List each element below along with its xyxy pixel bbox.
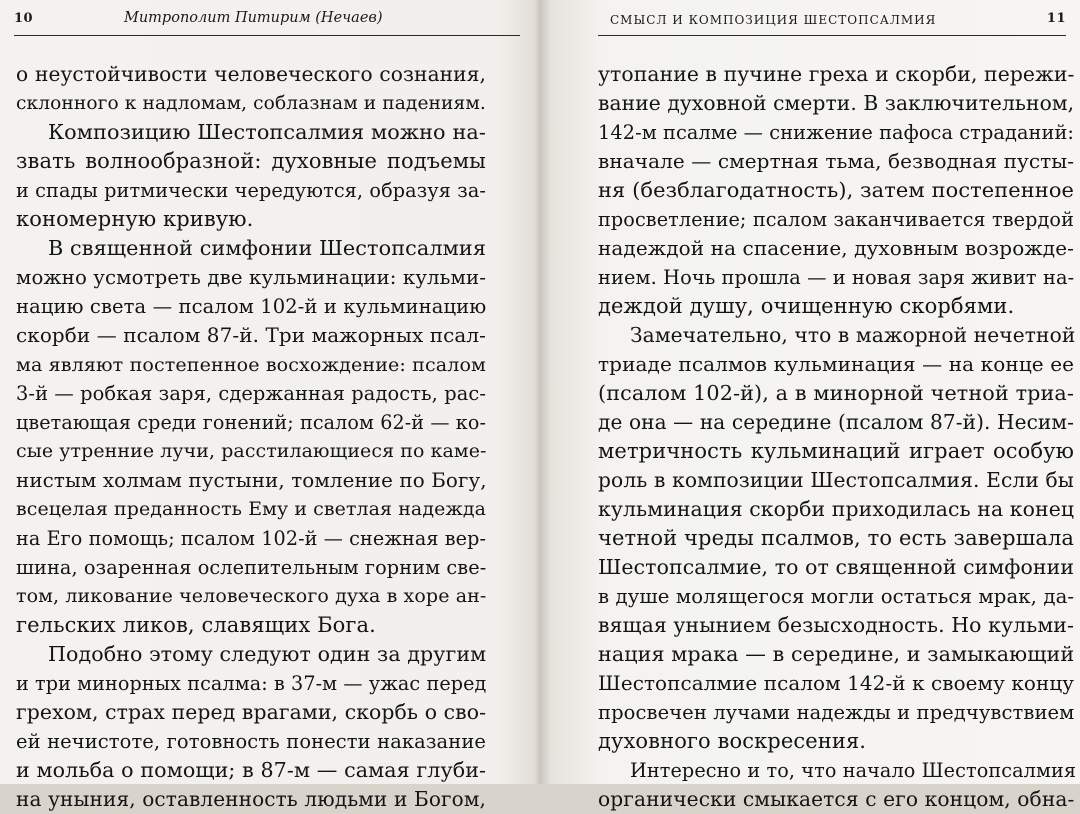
text-line: ма являют постепенное восхождение: псалом [16,353,486,376]
text-line: на Его помощь; псалом 102-й — снежная вер- [16,527,487,550]
text-line: нация мрака — в середине, и замыкающий [598,642,1075,666]
text-line: органически смыкается с его концом, обна- [598,787,1075,811]
text-line: вание духовной смерти. В заключительном, [598,91,1075,115]
text-line: кульминация скорби приходилась на конец [598,497,1075,521]
text-line: в душе молящегося могли остаться мрак, да- [598,585,1075,608]
text-line: метричность кульминаций играет особую [598,439,1074,463]
text-line: ня (безблагодатность), затем постепенное [598,178,1074,202]
text-line: Композицию Шестопсалмия можно на- [48,120,486,144]
text-line: кономерную кривую. [16,207,254,231]
text-line: нацию света — псалом 102-й и кульминацию [16,295,487,318]
text-line: ей нечистоте, готовность понести наказание [16,730,486,753]
header-rule [14,35,520,36]
text-line: просветление; псалом заканчивается твердой [598,208,1074,231]
text-line: вящая унынием безысходность. Но кульми- [598,613,1074,637]
text-line: утопание в пучине греха и скорби, пережи- [598,62,1075,86]
page-number: 10 [14,11,34,26]
text-line: скорби — псалом 87-й. Три мажорных псал- [16,323,486,347]
text-line: том, ликование человеческого духа в хоре ан- [16,585,487,607]
left-page-body-text [16,60,486,814]
text-line: надеждой на спасение, духовным возрожде- [598,236,1074,260]
text-line: всецелая преданность Ему и светлая надежда [16,498,487,520]
text-line: склонного к надломам, соблазнам и падениям. [16,93,486,114]
text-line: сые утренние лучи, расстилающиеся по каме- [16,440,487,462]
header-rule [598,35,1066,36]
text-line: грехом, страх перед врагами, скорбь о сво- [16,700,487,724]
text-line: звать волнообразной: духовные подъемы [16,149,486,173]
text-line: Интересно и то, что начало Шестопсалмия [630,759,1077,782]
text-line: Шестопсалмие псалом 142-й к своему концу [598,672,1075,695]
text-line: четной чреды псалмов, то есть завершала [598,526,1074,550]
right-page-header [598,8,1066,32]
running-title-chapter: СМЫСЛ И КОМПОЗИЦИЯ ШЕСТОПСАЛМИЯ [610,13,937,27]
page-number: 11 [1046,11,1066,26]
text-line: триаде псалмов кульминация — на конце ее [598,352,1075,376]
text-line: (псалом 102-й), а в минорной четной триа- [598,381,1074,405]
text-line: о неустойчивости человеческого сознания, [16,62,486,86]
text-line: и мольба о помощи; в 87-м — самая глуби- [16,758,487,782]
text-line: 3-й — робкая заря, сдержанная радость, рас- [16,382,486,405]
text-line: нием. Ночь прошла — и новая заря живит на- [598,266,1075,289]
right-page [544,0,1080,811]
text-line: деждой душу, очищенную скорбями. [598,294,1015,318]
text-line: Замечательно, что в мажорной нечетной [630,323,1076,347]
right-page-body-text [598,60,1077,814]
text-line: и три минорных псалма: в 37-м — ужас перед [16,672,487,695]
text-line: вначале — смертная тьма, безводная пусты- [598,149,1075,173]
running-title-author: Митрополит Питирим (Нечаев) [124,10,383,26]
text-line: гельских ликов, славящих Бога. [16,613,376,637]
text-line: 142-м псалме — снижение пафоса страданий: [598,121,1074,144]
text-line: В священной симфонии Шестопсалмия [48,236,487,260]
text-line: шина, озаренная ослепительным горним све- [16,556,487,579]
text-line: можно усмотреть две кульминации: кульми- [16,266,486,289]
text-line: цветающая среди гонений; псалом 62-й — ко- [16,411,486,434]
text-line: просвечен лучами надежды и предчувствием [598,701,1075,724]
text-line: Шестопсалмие, то от священной симфонии [598,555,1075,579]
left-page [0,0,536,811]
text-line: на уныния, оставленность людьми и Богом, [16,787,486,811]
text-line: роль в композиции Шестопсалмия. Если бы [598,468,1074,492]
text-line: Подобно этому следуют один за другим [48,642,487,666]
text-line: де она — на середине (псалом 87-й). Несим- [598,410,1074,434]
text-line: и спады ритмически чередуются, образуя за- [16,179,486,202]
left-page-header [14,8,520,32]
text-line: нистым холмам пустыни, томление по Богу, [16,469,487,492]
text-line: духовного воскресения. [598,729,867,753]
